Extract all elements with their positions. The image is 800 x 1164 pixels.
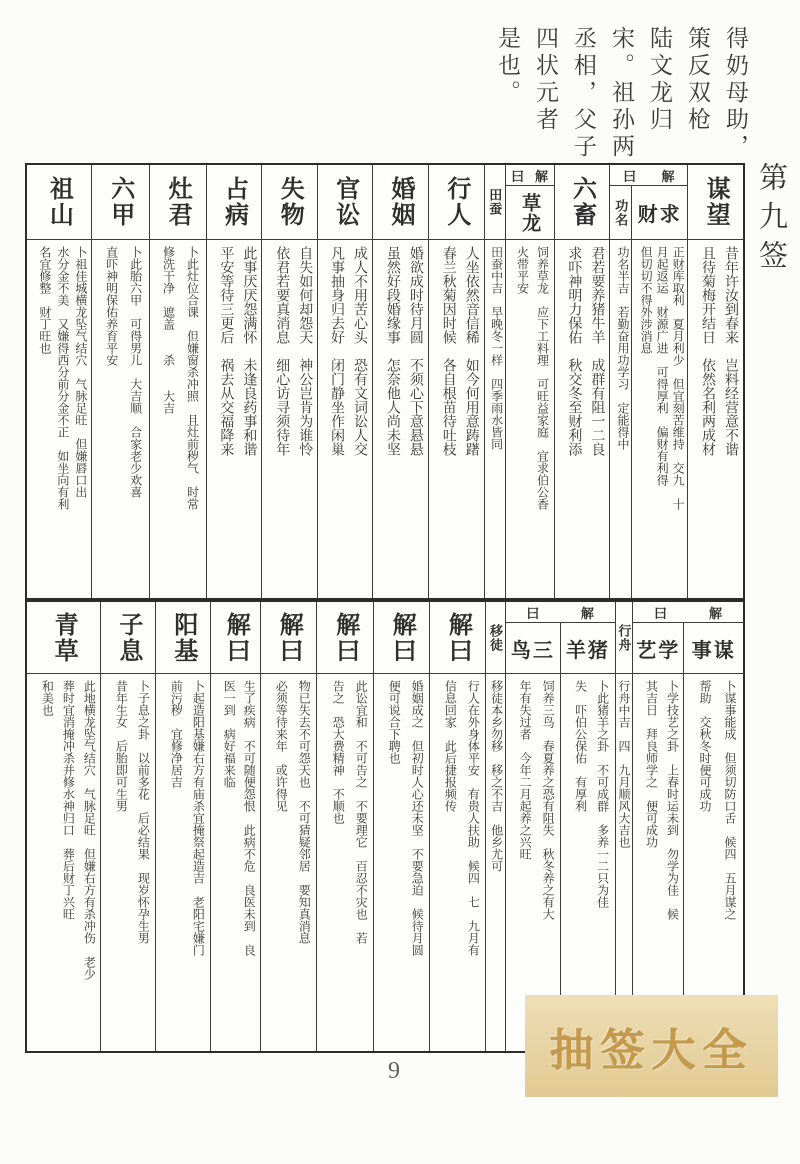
fortune-text-column: 卜起造阳基嫌右方有庙杀宜掩祭起造吉 老阳宅嫌门: [191, 680, 206, 956]
fortune-text-column: 婚欲成时待月圆 不须心下意悬悬: [407, 246, 423, 456]
lot-title: 第九签: [755, 162, 787, 279]
fortune-text-column: 自失如何却怨天 神公岂肯为谁怜: [297, 246, 313, 456]
fortune-text-column: 成人不用苦心头 恐有文词讼人交: [352, 246, 368, 456]
category-cell-field-silkworm: [484, 165, 505, 598]
fortune-text-column: 便可说合下聘也: [387, 680, 402, 764]
explain-strip-char: 曰: [511, 168, 525, 184]
fortune-text: [92, 240, 149, 598]
category-cell-traveler: [428, 165, 484, 598]
fortune-text-column: 田蚕中吉 早晚冬一样 四季雨水皆同: [489, 246, 504, 450]
fortune-text: [373, 240, 428, 598]
fortune-text: [211, 674, 260, 1051]
category-cell-plans: [683, 623, 743, 1051]
fortune-text: [486, 674, 504, 1051]
explain-strip-char: 曰: [526, 605, 540, 621]
fortune-text-column: 但切切不得外涉消息: [639, 246, 654, 354]
fortune-text-column: 必须等待来年 或许得见: [274, 680, 289, 812]
intro-column: 是也。: [495, 26, 520, 107]
category-label-ancestral-grave: 祖山: [27, 165, 91, 240]
fortune-text-column: 年有失过者 今年二月起养之兴旺: [518, 680, 533, 860]
fortune-text: [555, 240, 610, 598]
fortune-text-column: 卜此灶位合课 但嫌窗杀冲照 且灶前秽气 时常: [185, 246, 200, 510]
fortune-text-column: 求吓神明力保佑 秋交冬至财利添: [566, 246, 582, 456]
category-cell-three-birds: [506, 623, 561, 1051]
category-label-pregnancy: 六甲: [92, 165, 149, 240]
category-label-fame: 功名: [610, 186, 631, 240]
intro-column: 丞相，父子: [571, 26, 596, 161]
fortune-text-column: 此地横龙坠气结穴 气脉足旺 但嫌右方有杀冲伤 老少: [82, 680, 97, 980]
category-cell-boating: [615, 602, 632, 1051]
intro-story-text: [488, 26, 754, 166]
category-label-livestock: 六畜: [555, 165, 610, 240]
group-items: [610, 186, 687, 598]
intro-column: 得奶母助，: [723, 26, 748, 161]
fortune-text-column: 平安等待三更后 祸去从交福降来: [218, 246, 234, 456]
fortune-text-column: 行舟中吉 四 九月顺风大吉也: [616, 680, 631, 848]
intro-column: 陆文龙归: [647, 26, 672, 134]
explain-strip-char: 解: [708, 605, 722, 621]
category-label-plans: 事谋: [684, 623, 743, 674]
intro-column: 四状元者: [533, 26, 558, 134]
category-cell-house-site: [155, 602, 210, 1051]
explain-strip-label: [506, 165, 554, 186]
category-group-pigs-sheep-birds-group: [505, 602, 615, 1051]
category-label-explanation-traveler: 解曰: [430, 602, 485, 674]
category-cell-illness: [206, 165, 262, 598]
intro-column: 宋。祖孙两: [609, 26, 634, 161]
category-cell-explanation-lost: [260, 602, 316, 1051]
fortune-text-column: 此讼宜和 不可告之 不要理它 百忍不灾也 若: [354, 680, 369, 944]
fortune-text-column: 前污秽 宜修净居吉: [169, 680, 184, 788]
category-cell-explanation-illness: [210, 602, 260, 1051]
fortune-text-column: 火带平安: [515, 246, 530, 294]
fortune-text: [317, 674, 373, 1051]
fortune-text-column: 卜谋事能成 但须切防口舌 候四 五月谋之: [723, 680, 737, 920]
category-label-pigs-sheep: 羊猪: [561, 623, 615, 674]
category-label-illness: 占病: [207, 165, 262, 240]
fortune-text: [156, 674, 210, 1051]
fortune-text: [27, 240, 91, 598]
fortune-table-lower: [25, 600, 745, 1053]
fortune-text-column: 医一到 病好福来临: [222, 680, 237, 788]
category-cell-grass-dragon: [506, 186, 554, 598]
page-number: 9: [388, 1058, 400, 1084]
fortune-text: [262, 240, 317, 598]
category-cell-learning-crafts: [633, 623, 683, 1051]
fortune-text-column: 卜祖佳城横龙坠气结穴 气脉足旺 但嫌唇口出: [73, 246, 88, 498]
category-label-lawsuit: 官讼: [318, 165, 372, 240]
fortune-text: [688, 240, 743, 598]
fortune-text: [150, 240, 206, 598]
fortune-text: [429, 240, 484, 598]
category-cell-kitchen-god: [149, 165, 206, 598]
category-cell-explanation-traveler: [429, 602, 485, 1051]
fortune-text-column: 凡事抽身归去好 闭门静坐作闲巢: [329, 246, 345, 456]
fortune-text-column: 卜学技艺之卦 上春时运未到 勿学为佳 候: [665, 680, 680, 920]
group-items: [633, 623, 743, 1051]
fortune-text-column: 饲养三鸟 春夏养之恐有阻失 秋冬养之有大: [541, 680, 556, 920]
fortune-text: [506, 240, 554, 598]
explain-strip-label: [506, 602, 615, 623]
fortune-text-column: 水分金不美 又嫌得西分前分金不正 如坐向有利: [55, 246, 70, 510]
fortune-text-column: 信息回家 此后捷报频传: [443, 680, 458, 812]
fortune-text: [485, 240, 505, 598]
fortune-text-column: 且待菊梅开结日 依然名利两成材: [700, 246, 715, 456]
fortune-text-column: 春兰秋菊因时候 各自根苗待吐枝: [440, 246, 456, 456]
fortune-text-column: 生了疾病 不可随便怨恨 此病不危 良医未到 良: [242, 680, 257, 956]
category-cell-livestock: [554, 165, 610, 598]
fortune-text-column: 名宜修整 财丁旺也: [37, 246, 52, 354]
category-label-learning-crafts: 艺学: [633, 623, 683, 674]
fortune-text-column: 昔年许汝到春来 岂料经营意不谐: [723, 246, 738, 456]
category-label-explanation-lawsuit: 解曰: [317, 602, 373, 674]
fortune-text-column: 昔年生女 后胎即可生男: [114, 680, 129, 812]
category-label-explanation-lost: 解曰: [261, 602, 316, 674]
category-cell-ancestral-grave: [27, 165, 91, 598]
category-label-seek-wealth: 财求: [632, 186, 687, 240]
category-cell-aspirations: [687, 165, 743, 598]
fortune-text: [610, 240, 631, 598]
category-cell-relocation: [485, 602, 504, 1051]
fortune-text-column: 失 吓伯公保佑 有厚利: [573, 680, 588, 812]
category-label-field-silkworm: 田蚕: [485, 165, 505, 240]
category-label-explanation-marriage: 解曰: [374, 602, 429, 674]
fortune-text-column: 和美也: [40, 680, 55, 716]
group-items: [506, 623, 615, 1051]
fortune-text-column: 婚姻成之 但初时人心还未坚 不要急迫 候待月圆: [410, 680, 425, 956]
fortune-text-column: 移徒本乡勿移 移之不吉 他乡尤可: [489, 680, 504, 872]
fortune-text-column: 帮助 交秋冬时便可成功: [698, 680, 712, 812]
category-group-plans-crafts-group: [632, 602, 743, 1051]
explain-strip-label: [633, 602, 743, 623]
category-label-green-grass-grave: 青草: [27, 602, 100, 674]
explain-strip-char: 解: [661, 168, 675, 184]
explain-strip-char: 解: [580, 605, 594, 621]
explain-strip-char: 曰: [623, 168, 637, 184]
fortune-text-column: 行人在外身体平安 有贵人扶助 候四 七 九月有: [466, 680, 481, 956]
fortune-text: [430, 674, 485, 1051]
category-label-marriage: 婚姻: [373, 165, 428, 240]
category-label-offspring: 子息: [101, 602, 155, 674]
category-label-lost-things: 失物: [262, 165, 317, 240]
category-label-grass-dragon: 草龙: [506, 186, 554, 240]
category-label-kitchen-god: 灶君: [150, 165, 206, 240]
category-label-explanation-illness: 解曰: [211, 602, 260, 674]
intro-column: 策反双枪: [685, 26, 710, 134]
category-cell-explanation-marriage: [373, 602, 429, 1051]
fortune-text-column: 修洗干净 遮盖 杀 大吉: [161, 246, 176, 414]
fortune-text-column: 物已失去不可怨天也 不可猜疑邻居 要知真消息: [297, 680, 312, 944]
fortune-text: [632, 240, 687, 598]
fortune-text: [27, 674, 100, 1051]
category-label-boating: 行舟: [616, 602, 632, 674]
fortune-text-column: 直吓神明保佑养育平安: [104, 246, 119, 366]
category-cell-fame: [610, 186, 631, 598]
category-label-traveler: 行人: [429, 165, 484, 240]
category-label-relocation: 移徒: [486, 602, 504, 674]
fortune-text-column: 卜此猪羊之卦 不可成群 多养一二只为佳: [595, 680, 610, 908]
category-label-aspirations: 谋望: [688, 165, 743, 240]
fortune-text-column: 正财库取利 夏月利少 但宜刻苦维持 交九 十: [671, 246, 686, 510]
watermark-badge: [525, 995, 778, 1097]
category-group-grass-dragon-group: [505, 165, 554, 598]
category-cell-offspring: [100, 602, 155, 1051]
explain-strip-char: 曰: [653, 605, 667, 621]
fortune-text-column: 虽然好段婚缘事 怎奈他人尚未坚: [384, 246, 400, 456]
fortune-text: [261, 674, 316, 1051]
fortune-text: [207, 240, 262, 598]
fortune-text-column: 葬时宜消掩冲杀并修水神归口 葬后财丁兴旺: [61, 680, 76, 920]
fortune-text-column: 君若要养猪牛羊 成群有阻一二良: [589, 246, 605, 456]
fortune-text-column: 告之 恐大费精神 不顺也: [331, 680, 346, 824]
category-label-house-site: 阳基: [156, 602, 210, 674]
category-cell-lost-things: [261, 165, 317, 598]
fortune-text-column: 此事厌厌怨满怀 未逢良药事和谐: [241, 246, 257, 456]
fortune-text: [374, 674, 429, 1051]
category-label-three-birds: 鸟三: [506, 623, 561, 674]
watermark-text: 抽签大全: [549, 1026, 754, 1075]
explain-strip-label: [610, 165, 687, 186]
category-cell-green-grass-grave: [27, 602, 100, 1051]
fortune-text: [101, 674, 155, 1051]
category-cell-explanation-lawsuit: [316, 602, 373, 1051]
fortune-table-upper: [25, 163, 745, 600]
fortune-text-column: 饲养草龙 应下工料理 可旺益家庭 宜求伯公香: [535, 246, 550, 510]
fortune-text-column: 月起返运 财源广进 可得厚利 偏财有利得: [655, 246, 670, 486]
category-cell-lawsuit: [317, 165, 372, 598]
fortune-text: [318, 240, 372, 598]
fortune-text-column: 人坐依然音信稀 如今何用意踌躇: [463, 246, 479, 456]
category-cell-pigs-sheep: [560, 623, 615, 1051]
category-cell-marriage: [372, 165, 428, 598]
category-cell-seek-wealth: [631, 186, 687, 598]
fortune-text-column: 依君若要真消息 细心访寻须待年: [274, 246, 290, 456]
fortune-text-column: 卜此胎六甲 可得男儿 大吉顺 合家老少欢喜: [128, 246, 143, 498]
group-items: [506, 186, 554, 598]
fortune-text-column: 功名半吉 若勤奋用功学习 定能得中: [616, 246, 631, 450]
category-cell-pregnancy: [91, 165, 149, 598]
fortune-text-column: 其吉日 拜良师学之 便可成功: [644, 680, 659, 848]
fortune-text-column: 卜子息之卦 以前多花 后必结果 现岁怀孕生男: [136, 680, 151, 944]
category-group-wealth-fame-group: [609, 165, 687, 598]
explain-strip-char: 解: [535, 168, 549, 184]
